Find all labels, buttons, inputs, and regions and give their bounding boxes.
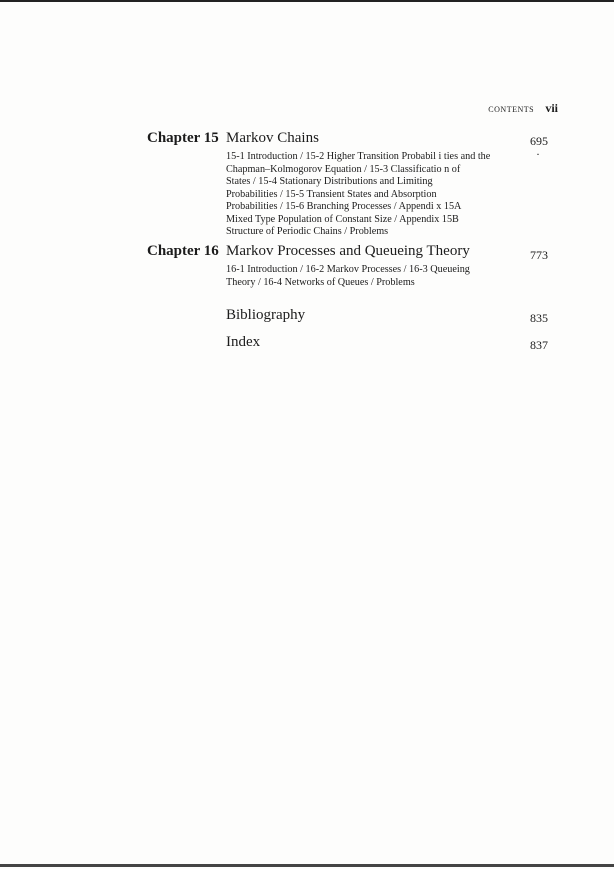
page-number: vii	[545, 101, 558, 115]
chapter-page-number: 695	[530, 134, 548, 148]
section-line: Theory / 16-4 Networks of Queues / Problems	[226, 276, 415, 288]
section-line: States / 15-4 Stationary Distributions and Limiting	[226, 176, 433, 187]
index-page-number: 837	[530, 338, 548, 352]
chapter-sections	[226, 264, 470, 289]
section-line: Structure of Periodic Chains / Problems	[226, 226, 389, 237]
running-header	[488, 100, 558, 116]
bottom-rule	[0, 864, 614, 867]
section-line: 16-1 Introduction / 16-2 Markov Processes / 16-3 Queueing	[226, 264, 470, 275]
chapter-title[interactable]: Markov Processes and Queueing Theory	[226, 243, 470, 259]
section-line: Mixed Type Population of Constant Size / Appendix 15B	[226, 213, 459, 225]
section-line: Probabilities / 15-5 Transient States and Absorption	[226, 188, 437, 200]
chapter-label: Chapter 15	[147, 130, 219, 146]
section-line: 15-1 Introduction / 15-2 Higher Transition Probabil i ties and the	[226, 151, 491, 162]
running-header-label: CONTENTS	[488, 105, 535, 114]
index-title[interactable]: Index	[226, 334, 261, 350]
top-rule	[0, 0, 614, 2]
bibliography-title[interactable]: Bibliography	[226, 307, 306, 323]
chapter-title[interactable]: Markov Chains	[226, 130, 319, 146]
scan-speck: ·	[536, 147, 540, 161]
bibliography-page-number: 835	[530, 311, 548, 325]
section-line: Chapman–Kolmogorov Equation / 15-3 Classificatio n of	[226, 163, 461, 175]
chapter-label: Chapter 16	[147, 243, 219, 259]
chapter-page-number: 773	[530, 248, 548, 262]
chapter-sections	[226, 151, 490, 239]
section-line: Probabilities / 15-6 Branching Processes / Appendi x 15A	[226, 201, 462, 212]
